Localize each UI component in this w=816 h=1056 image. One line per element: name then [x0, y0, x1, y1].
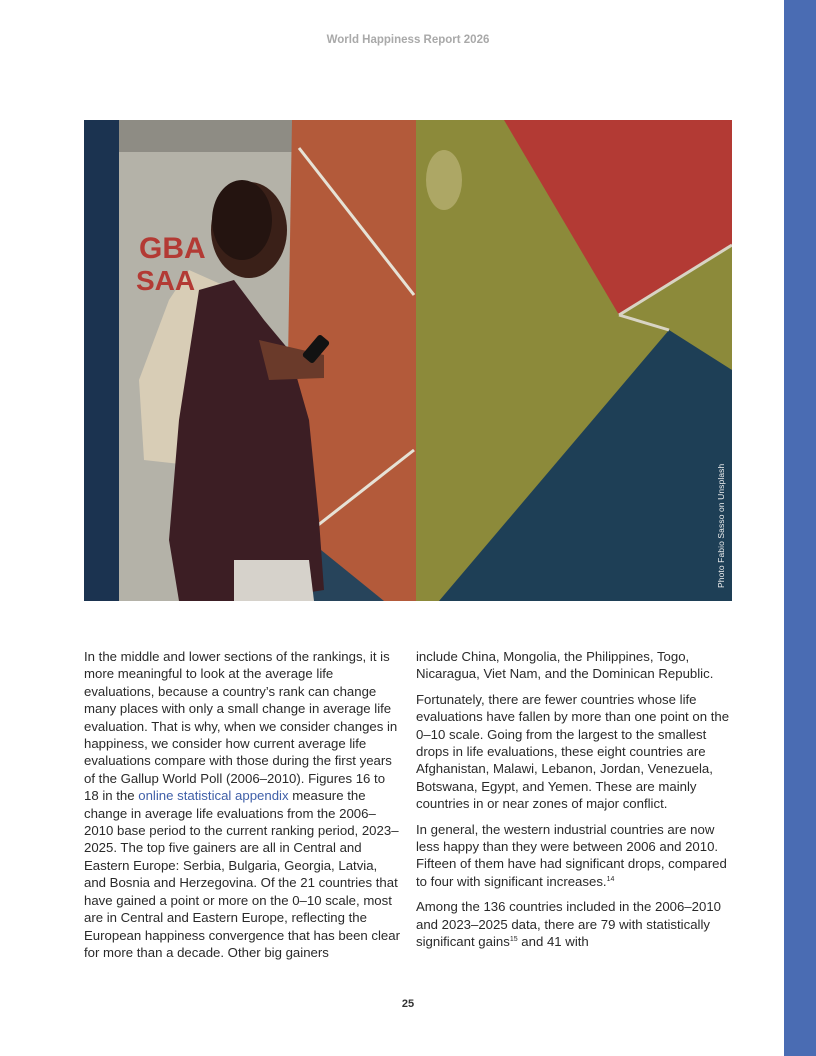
wall-graffiti-line-1: GBA — [139, 232, 206, 265]
paragraph-text: and 41 with — [517, 934, 589, 950]
body-column-right — [416, 648, 733, 959]
photo-credit: Photo Fabio Sasso on Unsplash — [716, 463, 726, 588]
paragraph — [84, 648, 401, 961]
paragraph-text: In the middle and lower sections of the rankings, it is more meaningful to look at the average life evaluations, because a country’s rank can change many places with only a small change in average life evaluation. That is why, when we consider changes in happiness, we consider how current average life evaluations compare with those during the first years of the Gallup World Poll (2006–2010). Figures 16 to 18 in the — [84, 649, 398, 804]
body-column-left — [84, 648, 401, 969]
page-number: 25 — [401, 998, 415, 1010]
paragraph — [416, 898, 733, 950]
paragraph: include China, Mongolia, the Philippines, Togo, Nicaragua, Viet Nam, and the Dominican Republic. — [416, 649, 714, 682]
paragraph — [416, 821, 733, 891]
footnote-marker[interactable]: 14 — [606, 875, 615, 883]
paragraph-text: In general, the western industrial countries are now less happy than they were between 2006 and 2010. Fifteen of them have had significant drops, compared to four with significant increases. — [416, 821, 727, 889]
paragraph-text: measure the change in average life evaluations from the 2006–2010 base period to the current ranking period, 2023–2025. The top five gainers are all in Central and Eastern Europe: Serbia, Bulgaria, Georgia, Latvia, and Bosnia and Herzegovina. Of the 21 countries that have gained a point or more on the 0–10 scale, most are in Central and Eastern Europe, reflecting the European happiness convergence that has been clear for more than a decade. Other big gainers — [84, 788, 400, 960]
running-header: World Happiness Report 2026 — [326, 34, 490, 46]
footnote-marker[interactable]: 15 — [509, 936, 518, 944]
photo — [84, 120, 732, 601]
photo-illustration — [84, 120, 732, 601]
wall-graffiti-line-2: SAA — [136, 265, 196, 296]
side-color-band — [784, 0, 816, 1056]
paragraph-text: Among the 136 countries included in the 2006–2010 and 2023–2025 data, there are 79 with statistically significant gains — [416, 899, 722, 950]
paragraph: Fortunately, there are fewer countries whose life evaluations have fallen by more than one point on the 0–10 scale. Going from the largest to the smallest drops in life evaluations, these eight countries are Afghanistan, Malawi, Lebanon, Jordan, Venezuela, Botswana, Egypt, and Yemen. These are mainly countries in or near zones of major conflict. — [416, 691, 730, 812]
statistical-appendix-link[interactable]: online statistical appendix — [138, 788, 289, 804]
